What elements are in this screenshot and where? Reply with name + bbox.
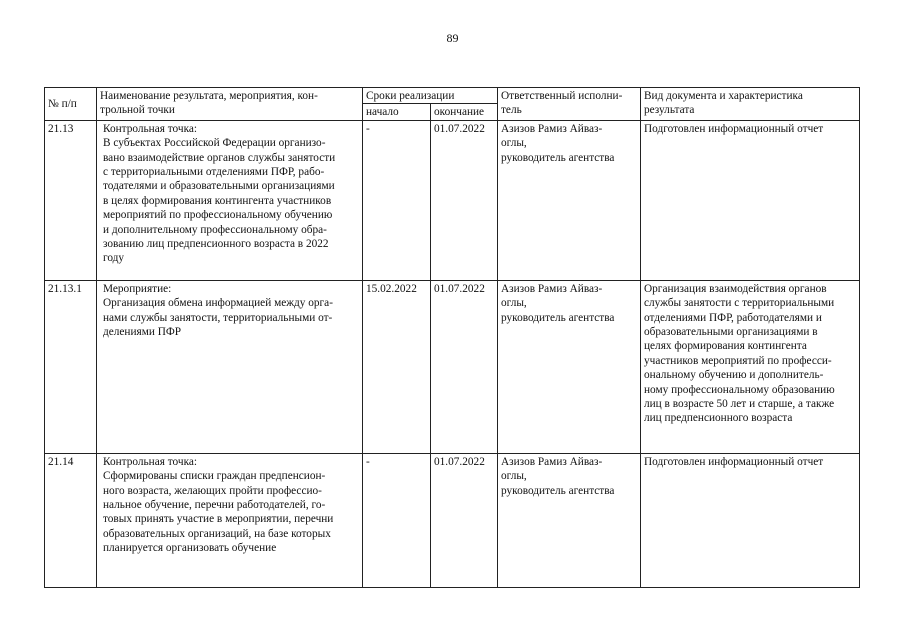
header-start: начало <box>363 104 431 120</box>
page-number: 89 <box>446 31 459 45</box>
row-end: 01.07.2022 <box>431 280 498 453</box>
row-name: Контрольная точка: В субъектах Российской Федерации организо- вано взаимодействие органов службы занятости с территориальными отделениями ПФР, рабо- тодателями и образовательными организациями в целях формирования контингента участников мероприятий по профессиональному обучению и дополнительному профессиональному обра- зованию лиц предпенсионного возраста в 2022 году <box>97 120 363 280</box>
header-name: Наименование результата, мероприятия, кон- трольной точки <box>97 88 363 121</box>
row-responsible: Азизов Рамиз Айваз- оглы, руководитель агентства <box>498 120 641 280</box>
header-document: Вид документа и характеристика результата <box>641 88 860 121</box>
row-document: Подготовлен информационный отчет <box>641 120 860 280</box>
row-responsible: Азизов Рамиз Айваз- оглы, руководитель агентства <box>498 280 641 453</box>
row-end: 01.07.2022 <box>431 453 498 587</box>
header-end: окончание <box>431 104 498 120</box>
row-number: 21.13 <box>45 120 97 280</box>
row-document: Подготовлен информационный отчет <box>641 453 860 587</box>
row-name: Мероприятие: Организация обмена информацией между орга- нами службы занятости, территориальными от- делениями ПФР <box>97 280 363 453</box>
table-row <box>45 453 860 587</box>
row-document: Организация взаимодействия органов службы занятости с территориальными отделениями ПФР, работодателями и образовательными организациями в целях формирования контингента участников мероприятий по професси- ональному обучению и дополнитель- ному профессиональному образованию лиц в возрасте 50 лет и старше, а также лиц предпенсионного возраста <box>641 280 860 453</box>
header-number: № п/п <box>45 88 97 121</box>
row-number: 21.14 <box>45 453 97 587</box>
row-end: 01.07.2022 <box>431 120 498 280</box>
header-responsible: Ответственный исполни- тель <box>498 88 641 121</box>
row-number: 21.13.1 <box>45 280 97 453</box>
table-row <box>45 120 860 280</box>
row-name: Контрольная точка: Сформированы списки граждан предпенсион- ного возраста, желающих пройти профессио- нальное обучение, перечни работодателей, го- товых принять участие в мероприятии, перечни образовательных организаций, на базе которых планируется организовать обучение <box>97 453 363 587</box>
row-start: 15.02.2022 <box>363 280 431 453</box>
row-start: - <box>363 120 431 280</box>
table-row <box>45 280 860 453</box>
header-dates: Сроки реализации <box>363 88 498 104</box>
row-start: - <box>363 453 431 587</box>
implementation-plan-table <box>44 87 860 588</box>
table-header-row <box>45 88 860 104</box>
row-responsible: Азизов Рамиз Айваз- оглы, руководитель агентства <box>498 453 641 587</box>
